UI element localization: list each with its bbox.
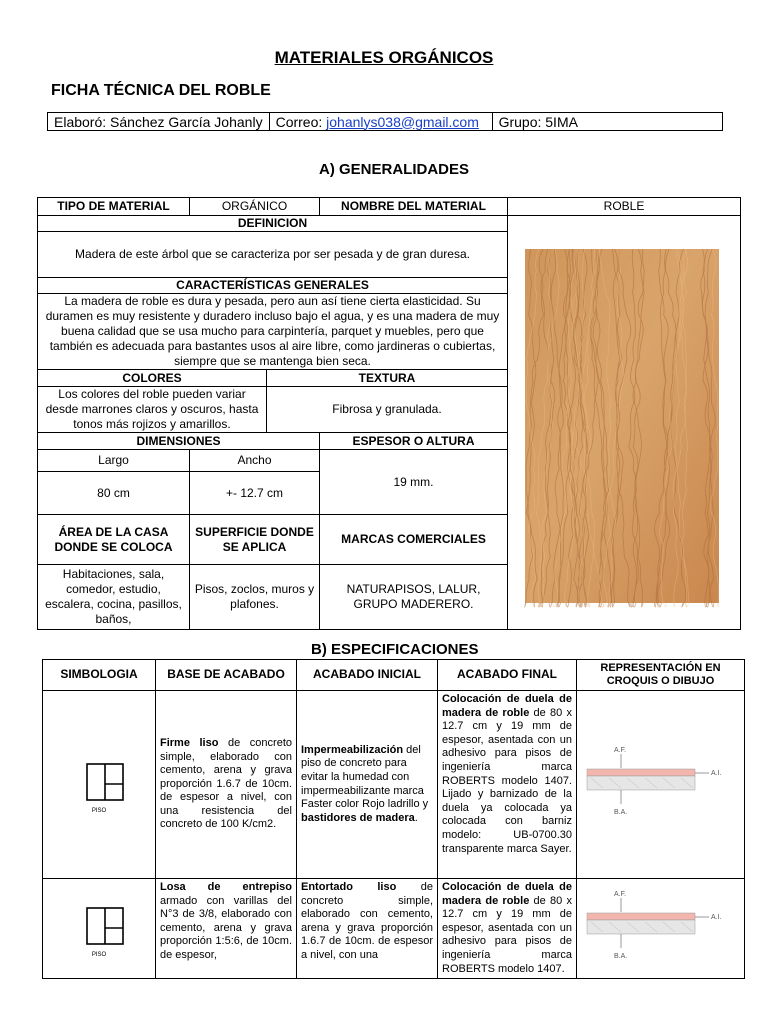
acabado-final-1	[438, 691, 577, 879]
tipo-material-label: TIPO DE MATERIAL	[38, 198, 190, 216]
symbol-cell-1	[43, 691, 156, 879]
base-acabado-1-text: de concreto simple, elaborado con cemento, arena y grava proporción 1.6.7 de 10cm. de espesor a nivel, con una resistencia del concreto de 100 K/cm2.	[160, 736, 292, 831]
nombre-material-label: NOMBRE DEL MATERIAL	[320, 198, 508, 216]
base-acabado-2-bold: Losa de entrepiso	[160, 881, 292, 893]
espesor-label: ESPESOR O ALTURA	[320, 433, 508, 450]
colores-label: COLORES	[38, 370, 267, 387]
marcas-value: NATURAPISOS, LALUR, GRUPO MADERERO.	[320, 565, 508, 630]
oak-wood-photo-cell	[508, 216, 741, 630]
acabado-final-2	[438, 879, 577, 979]
superficie-label: SUPERFICIE DONDE SE APLICA	[190, 515, 320, 565]
floor-symbol-icon	[69, 898, 129, 958]
header-acabado-inicial: ACABADO INICIAL	[297, 660, 438, 691]
generalidades-table	[37, 197, 741, 630]
symbol-cell-2	[43, 879, 156, 979]
document-title: MATERIALES ORGÁNICOS	[274, 48, 494, 67]
ai-label: A.I.	[711, 914, 722, 922]
email-link[interactable]: johanlys038@gmail.com	[326, 113, 479, 130]
dimensiones-label: DIMENSIONES	[38, 433, 320, 450]
acabado-inicial-1-end: .	[414, 811, 418, 824]
spec-row-1	[43, 691, 745, 879]
largo-label: Largo	[38, 450, 190, 472]
header-representacion: REPRESENTACIÓN EN CROQUIS O DIBUJO	[577, 660, 745, 691]
correo-cell	[269, 113, 492, 131]
ai-label: A.I.	[711, 770, 722, 778]
caracteristicas-label: CARACTERÍSTICAS GENERALES	[38, 278, 508, 294]
caracteristicas-text: La madera de roble es dura y pesada, pero aun así tiene cierta elasticidad. Su duramen es muy resistente y duradero incluso bajo el agua, y es una madera de muy buena calidad que se usa mucho para carpintería, parquet y muebles, pero que también es adecuada para bastantes usos al aire libre, como jardineras o cubiertas, siempre que se mantenga bien seca.	[38, 294, 508, 370]
base-acabado-1	[156, 691, 297, 879]
marcas-label: MARCAS COMERCIALES	[320, 515, 508, 565]
textura-text: Fibrosa y granulada.	[267, 387, 508, 433]
croquis-cell-1	[577, 691, 745, 879]
superficie-value: Pisos, zoclos, muros y plafones.	[190, 565, 320, 630]
acabado-final-1-text: de 80 x 12.7 cm y 19 mm de espesor, asentada con un adhesivo para pisos de ingeniería marca ROBERTS modelo 1407. Lijado y barnizado de la duela ya colocada ya colocada con barniz modelo: UB-0700.30 transparente marca Sayer.	[442, 706, 572, 855]
acabado-inicial-1-text: del piso de concreto para evitar la humedad con impermeabilizante marca Faster color Rojo ladrillo y	[301, 743, 429, 811]
acabado-inicial-1-bold: Impermeabilización	[301, 743, 404, 756]
area-casa-label: ÁREA DE LA CASA DONDE SE COLOCA	[38, 515, 190, 565]
area-casa-value: Habitaciones, sala, comedor, estudio, escalera, cocina, pasillos, baños,	[38, 565, 190, 630]
textura-label: TEXTURA	[267, 370, 508, 387]
header-base-acabado: BASE DE ACABADO	[156, 660, 297, 691]
especificaciones-table	[42, 659, 745, 979]
ba-label: B.A.	[614, 953, 628, 961]
croquis-cell-2	[577, 879, 745, 979]
af-label: A.F.	[614, 891, 627, 899]
af-label: A.F.	[614, 747, 627, 755]
acabado-final-2-text: de 80 x 12.7 cm y 19 mm de espesor, asentada con un adhesivo para pisos de ingeniería marca ROBERTS modelo 1407.	[442, 894, 572, 975]
section-a-heading: A) GENERALIDADES	[319, 161, 470, 178]
acabado-inicial-1-bold2: bastidores de madera	[301, 811, 415, 824]
colores-text: Los colores del roble pueden variar desde marrones claros y oscuros, hasta tonos más rojizos y amarillos.	[38, 387, 267, 433]
base-acabado-2	[156, 879, 297, 979]
tipo-material-value: ORGÁNICO	[190, 198, 320, 216]
acabado-inicial-2	[297, 879, 438, 979]
elaboro-cell: Elaboró: Sánchez García Johanly	[48, 113, 270, 131]
symbol-caption: PISO	[91, 808, 107, 814]
acabado-final-1-bold: Colocación de duela de madera de roble	[442, 693, 572, 719]
grupo-cell: Grupo: 5IMA	[492, 113, 722, 131]
floor-section-sketch	[581, 886, 739, 966]
symbol-caption: PISO	[91, 952, 107, 959]
acabado-inicial-2-bold: Entortado liso	[301, 881, 397, 893]
acabado-inicial-2-text: de concreto simple, elaborado con cemento, arena y grava proporción 1.6.7 de 10cm. de espesor a nivel, con una	[301, 881, 433, 961]
header-acabado-final: ACABADO FINAL	[438, 660, 577, 691]
espesor-value: 19 mm.	[320, 450, 508, 515]
largo-value: 80 cm	[38, 472, 190, 515]
definicion-text: Madera de este árbol que se caracteriza por ser pesada y de gran duresa.	[38, 232, 508, 278]
floor-symbol-icon	[69, 754, 129, 814]
section-b-heading: B) ESPECIFICACIONES	[311, 641, 479, 658]
acabado-inicial-1	[297, 691, 438, 879]
oak-wood-texture-image	[508, 216, 740, 625]
base-acabado-2-text: armado con varillas del N°3 de 3/8, elaborado con cemento, arena y grava proporción 1:5:6, de 10cm. de espesor,	[160, 894, 292, 961]
correo-label: Correo:	[275, 113, 327, 130]
definicion-label: DEFINICION	[38, 216, 508, 232]
document-subtitle: FICHA TÉCNICA DEL ROBLE	[51, 82, 271, 99]
ancho-value: +- 12.7 cm	[190, 472, 320, 515]
author-info-table	[47, 112, 723, 131]
base-acabado-1-bold: Firme liso	[160, 736, 219, 749]
acabado-final-2-bold: Colocación de duela de madera de roble	[442, 881, 572, 907]
ancho-label: Ancho	[190, 450, 320, 472]
ba-label: B.A.	[614, 809, 628, 817]
header-simbologia: SIMBOLOGIA	[43, 660, 156, 691]
spec-row-2	[43, 879, 745, 979]
nombre-material-value: ROBLE	[508, 198, 741, 216]
floor-section-sketch	[581, 742, 739, 822]
